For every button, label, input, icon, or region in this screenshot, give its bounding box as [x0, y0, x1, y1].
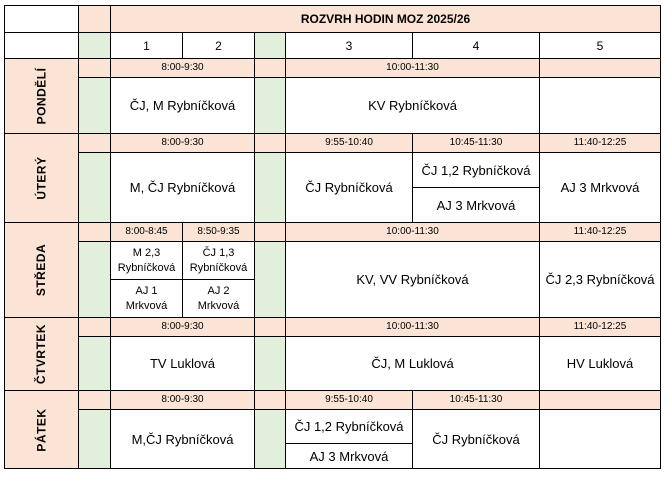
time-row-spacer — [79, 391, 111, 410]
lesson-cell: HV Luklová — [540, 337, 661, 391]
column-number: 4 — [413, 33, 540, 59]
subject-text: AJ 2 — [207, 284, 230, 297]
time-row-spacer — [255, 59, 286, 78]
lesson-cell: M, ČJ Rybníčková — [111, 153, 255, 223]
lesson-cell-split-bottom — [183, 280, 255, 318]
time-slot: 10:45-11:30 — [413, 391, 540, 410]
time-slot: 10:45-11:30 — [413, 134, 540, 153]
timetable — [4, 5, 661, 469]
lesson-cell: ČJ 2,3 Rybníčková — [540, 242, 661, 318]
break-column — [255, 242, 286, 318]
time-row-spacer — [79, 223, 111, 242]
column-number: 3 — [286, 33, 413, 59]
lesson-cell-split-bottom: AJ 3 Mrkvová — [286, 444, 413, 469]
time-row-spacer — [255, 318, 286, 337]
teacher-text: Rybníčková — [117, 261, 176, 274]
break-column — [255, 153, 286, 223]
lesson-cell: KV, VV Rybníčková — [286, 242, 540, 318]
time-slot: 10:00-11:30 — [286, 223, 540, 242]
break-column — [79, 78, 111, 134]
break-column — [79, 337, 111, 391]
time-row-spacer — [79, 318, 111, 337]
break-column — [255, 337, 286, 391]
lesson-cell: AJ 3 Mrkvová — [540, 153, 661, 223]
lesson-cell: ČJ, M Rybníčková — [111, 78, 255, 134]
break-column — [255, 78, 286, 134]
teacher-text: Rybníčková — [189, 261, 248, 274]
lesson-cell: ČJ Rybníčková — [413, 410, 540, 469]
time-slot: 9:55-10:40 — [286, 134, 413, 153]
lesson-cell: ČJ Rybníčková — [286, 153, 413, 223]
column-number: 5 — [540, 33, 661, 59]
day-label-pondeli: PONDĚLÍ — [5, 59, 79, 134]
column-number: 1 — [111, 33, 183, 59]
lesson-cell-split-top — [111, 242, 183, 280]
lesson-cell-empty — [540, 78, 661, 134]
time-slot: 10:00-11:30 — [286, 318, 540, 337]
time-slot: 11:40-12:25 — [540, 318, 661, 337]
lesson-cell: ČJ, M Luklová — [286, 337, 540, 391]
time-row-spacer — [255, 391, 286, 410]
lesson-cell-split-bottom — [111, 280, 183, 318]
column-number: 2 — [183, 33, 255, 59]
lesson-cell-empty — [540, 410, 661, 469]
time-slot: 10:00-11:30 — [286, 59, 540, 78]
lesson-cell-split-top — [183, 242, 255, 280]
time-slot: 8:00-9:30 — [111, 391, 255, 410]
corner-cell — [5, 6, 79, 33]
time-slot: 8:00-9:30 — [111, 318, 255, 337]
lesson-cell: KV Rybníčková — [286, 78, 540, 134]
break-column — [255, 33, 286, 59]
day-label-utery: ÚTERÝ — [5, 134, 79, 223]
timetable-title: ROZVRH HODIN MOZ 2025/26 — [111, 6, 661, 33]
header-spacer — [79, 6, 111, 33]
time-row-spacer — [79, 59, 111, 78]
break-column — [79, 153, 111, 223]
break-column — [255, 410, 286, 469]
teacher-text: Mrkvová — [125, 299, 168, 312]
time-slot: 9:55-10:40 — [286, 391, 413, 410]
subject-text: AJ 1 — [135, 284, 158, 297]
time-slot: 8:00-9:30 — [111, 59, 255, 78]
corner-cell — [5, 33, 79, 59]
lesson-cell: M,ČJ Rybníčková — [111, 410, 255, 469]
teacher-text: Mrkvová — [197, 299, 240, 312]
time-row-spacer — [255, 134, 286, 153]
time-slot: 8:50-9:35 — [183, 223, 255, 242]
break-column — [79, 410, 111, 469]
lesson-cell: TV Luklová — [111, 337, 255, 391]
time-slot-empty — [540, 391, 661, 410]
day-label-patek: PÁTEK — [5, 391, 79, 469]
day-label-streda: STŘEDA — [5, 223, 79, 318]
time-slot: 11:40-12:25 — [540, 223, 661, 242]
time-slot: 11:40-12:25 — [540, 134, 661, 153]
lesson-cell-split-top: ČJ 1,2 Rybníčková — [286, 410, 413, 444]
break-column — [79, 33, 111, 59]
time-row-spacer — [255, 223, 286, 242]
time-slot: 8:00-9:30 — [111, 134, 255, 153]
time-slot: 8:00-8:45 — [111, 223, 183, 242]
lesson-cell-split-bottom: AJ 3 Mrkvová — [413, 188, 540, 223]
time-slot-empty — [540, 59, 661, 78]
time-row-spacer — [79, 134, 111, 153]
day-label-ctvrtek: ČTVRTEK — [5, 318, 79, 391]
break-column — [79, 242, 111, 318]
lesson-cell-split-top: ČJ 1,2 Rybníčková — [413, 153, 540, 188]
subject-text: M 2,3 — [132, 246, 161, 259]
subject-text: ČJ 1,3 — [202, 246, 235, 259]
